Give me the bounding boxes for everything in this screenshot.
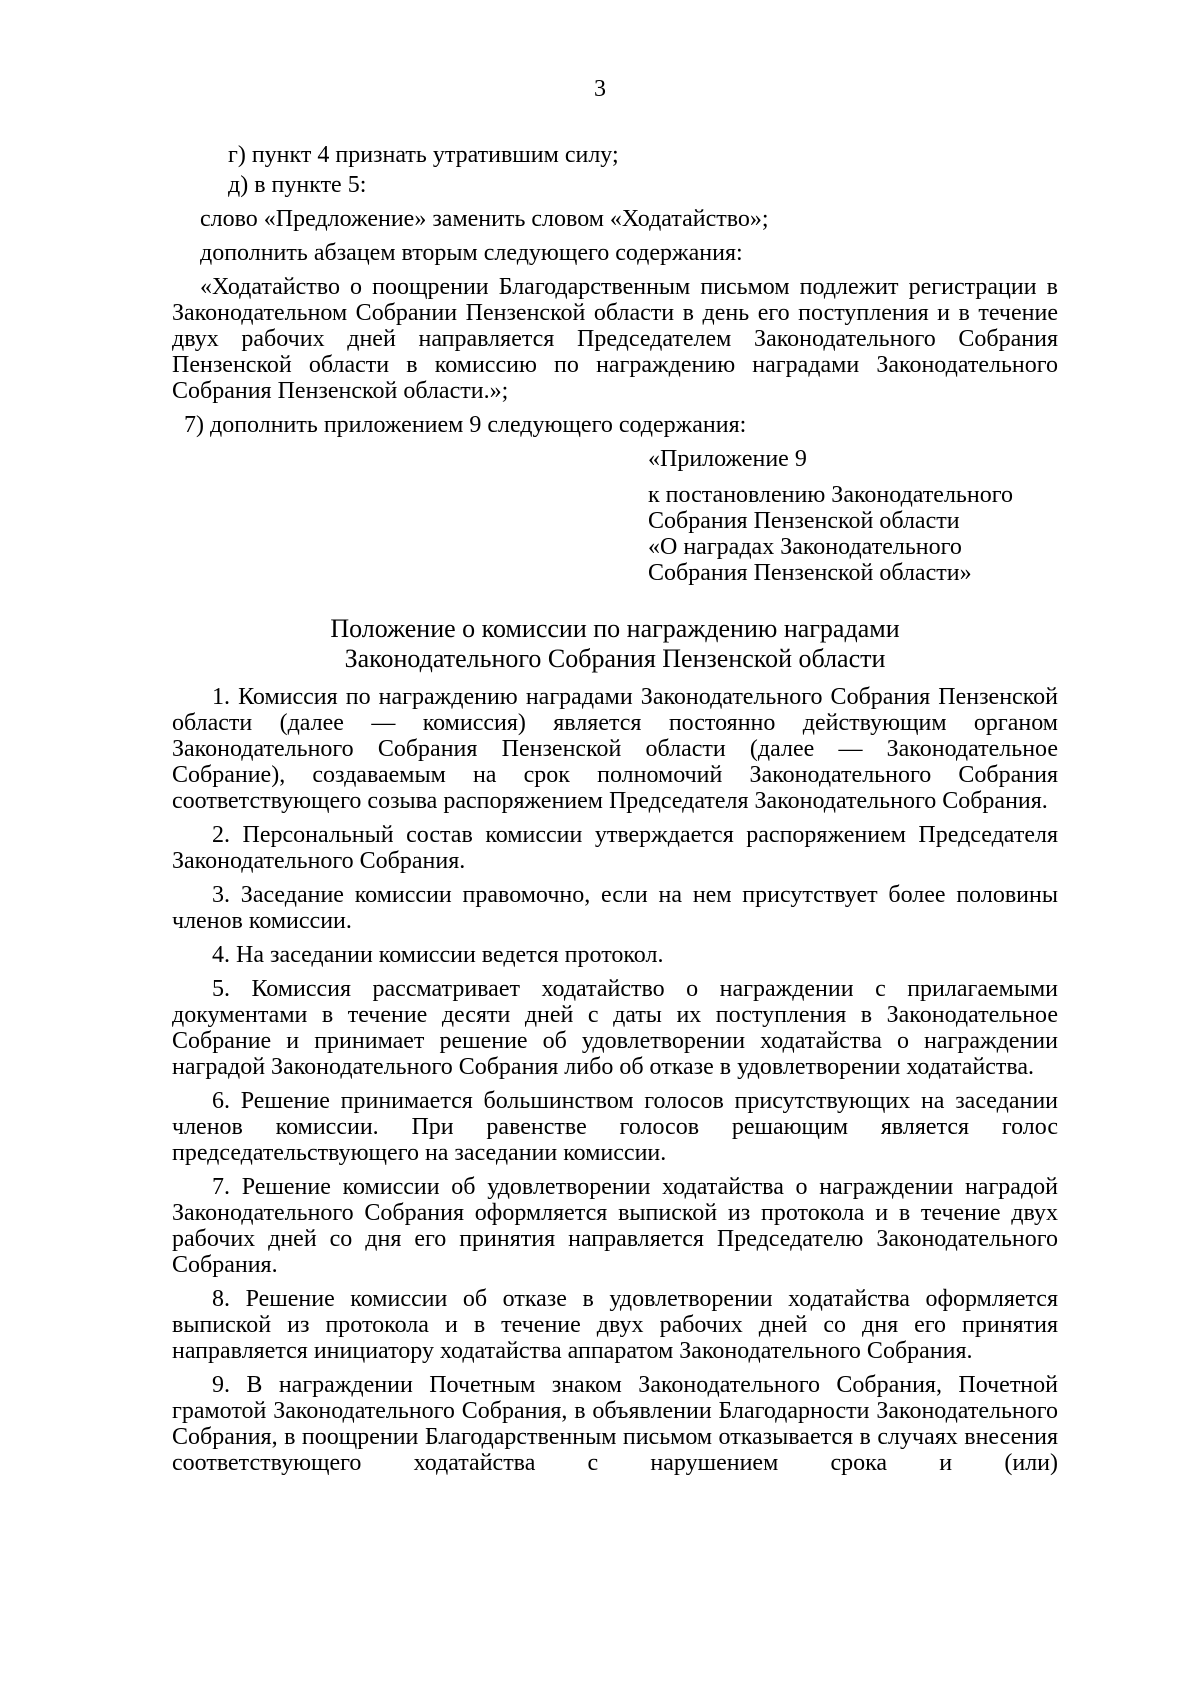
appendix-line-3: «О наградах Законодательного bbox=[648, 534, 962, 560]
appendix-line-1: к постановлению Законодательного bbox=[648, 482, 1013, 508]
appendix-reference bbox=[648, 446, 1058, 586]
regulation-title bbox=[172, 614, 1058, 674]
regulation-title-line-2: Законодательного Собрания Пензенской области bbox=[344, 644, 886, 673]
regulation-item-4: 4. На заседании комиссии ведется протокол. bbox=[212, 942, 664, 968]
paragraph-item-7: 7) дополнить приложением 9 следующего содержания: bbox=[184, 412, 747, 438]
paragraph-add-abzac: дополнить абзацем вторым следующего содержания: bbox=[200, 240, 743, 266]
page-number: 3 bbox=[594, 76, 606, 102]
document-body bbox=[172, 142, 1058, 1484]
regulation-item-6: 6. Решение принимается большинством голосов присутствующих на заседании членов комиссии. При равенстве голосов решающим является голос председательствующего на заседании комиссии. bbox=[172, 1088, 1058, 1166]
paragraph-quote: «Ходатайство о поощрении Благодарственным письмом подлежит регистрации в Законодательном Собрании Пензенской области в день его поступления и в течение двух рабочих дней направляется Председателем Законодательного Собрания Пензенской области в комиссию по награждению наградами Законодательного Собрания Пензенской области.»; bbox=[172, 274, 1058, 404]
paragraph-item-d: д) в пункте 5: bbox=[228, 172, 367, 198]
regulation-item-2: 2. Персональный состав комиссии утверждается распоряжением Председателя Законодательного Собрания. bbox=[172, 822, 1058, 874]
regulation-item-7: 7. Решение комиссии об удовлетворении ходатайства о награждении наградой Законодательного Собрания оформляется выпиской из протокола и в течение двух рабочих дней со дня его принятия направляется Председателю Законодательного Собрания. bbox=[172, 1174, 1058, 1278]
regulation-item-8: 8. Решение комиссии об отказе в удовлетворении ходатайства оформляется выпиской из протокола и в течение двух рабочих дней со дня его принятия направляется инициатору ходатайства аппаратом Законодательного Собрания. bbox=[172, 1286, 1058, 1364]
regulation-item-1: 1. Комиссия по награждению наградами Законодательного Собрания Пензенской области (далее — комиссия) является постоянно действующим органом Законодательного Собрания Пензенской области (далее — Законодательное Собрание), создаваемым на срок полномочий Законодательного Собрания соответствующего созыва распоряжением Председателя Законодательного Собрания. bbox=[172, 684, 1058, 814]
regulation-item-3: 3. Заседание комиссии правомочно, если на нем присутствует более половины членов комиссии. bbox=[172, 882, 1058, 934]
paragraph-replace-word: слово «Предложение» заменить словом «Ходатайство»; bbox=[200, 206, 769, 232]
appendix-title: «Приложение 9 bbox=[648, 446, 807, 472]
regulation-item-5: 5. Комиссия рассматривает ходатайство о награждении с прилагаемыми документами в течение десяти дней с даты их поступления в Законодательное Собрание и принимает решение об удовлетворении ходатайства о награждении наградой Законодательного Собрания либо об отказе в удовлетворении ходатайства. bbox=[172, 976, 1058, 1080]
appendix-line-4: Собрания Пензенской области» bbox=[648, 560, 972, 586]
regulation-title-line-1: Положение о комиссии по награждению наградами bbox=[330, 614, 900, 643]
appendix-line-2: Собрания Пензенской области bbox=[648, 508, 960, 534]
paragraph-item-g: г) пункт 4 признать утратившим силу; bbox=[228, 142, 619, 168]
regulation-item-9: 9. В награждении Почетным знаком Законодательного Собрания, Почетной грамотой Законодательного Собрания, в объявлении Благодарности Законодательного Собрания, в поощрении Благодарственным письмом отказывается в случаях внесения соответствующего ходатайства с нарушением срока и (или) bbox=[172, 1372, 1058, 1476]
